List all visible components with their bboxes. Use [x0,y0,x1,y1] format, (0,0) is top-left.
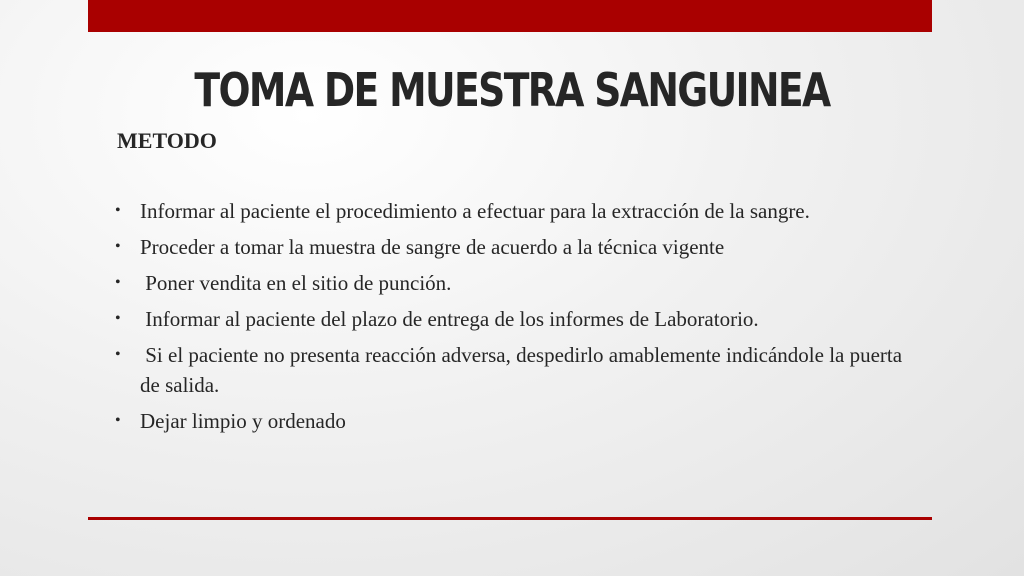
bullet-item [115,340,915,400]
bullet-item [115,406,915,436]
bullet-text: Informar al paciente el procedimiento a efectuar para la extracción de la sangre. [140,199,810,223]
bullet-list [115,196,915,442]
bullet-icon: • [115,238,121,255]
bullet-text: Si el paciente no presenta reacción adversa, despedirlo amablemente indicándole la puerta de salida. [140,343,908,397]
top-accent-bar [88,0,932,32]
bullet-icon: • [115,310,121,327]
bullet-icon: • [115,202,121,219]
bullet-text: Dejar limpio y ordenado [140,409,346,433]
section-heading: METODO [117,128,217,153]
slide-title: TOMA DE MUESTRA SANGUINEA [194,63,830,117]
bullet-icon: • [115,412,121,429]
bullet-item [115,232,915,262]
bullet-text: Proceder a tomar la muestra de sangre de acuerdo a la técnica vigente [140,235,725,259]
bottom-divider [88,517,932,520]
bullet-item [115,268,915,298]
bullet-text: Poner vendita en el sitio de punción. [140,271,452,295]
bullet-item [115,304,915,334]
bullet-icon: • [115,274,121,291]
bullet-item [115,196,915,226]
bullet-icon: • [115,346,121,363]
bullet-text: Informar al paciente del plazo de entrega de los informes de Laboratorio. [140,307,759,331]
